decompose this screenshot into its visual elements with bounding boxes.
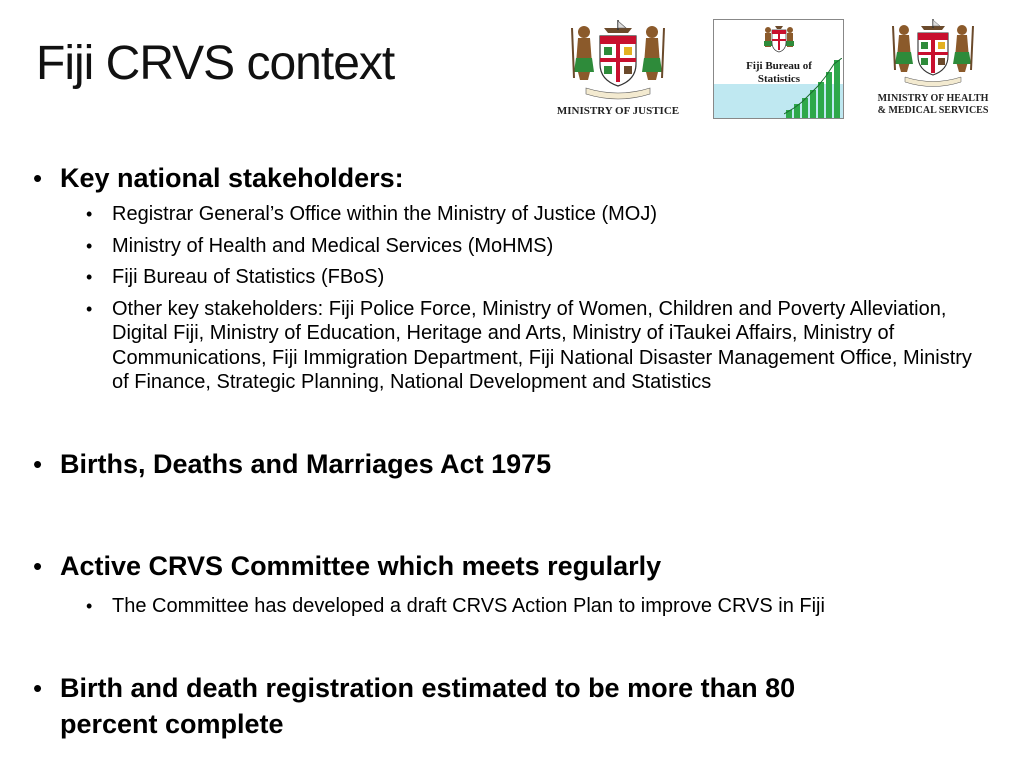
bullet-heading-line1: Birth and death registration estimated to be more than 80 (60, 673, 796, 703)
bullet-heading-line2: percent complete (60, 709, 284, 739)
bullet-dot: • (33, 551, 43, 581)
slide-title: Fiji CRVS context (36, 37, 395, 90)
list-item (86, 202, 972, 227)
bullet-dot: • (86, 596, 93, 616)
list-item (86, 594, 972, 619)
list-item-text: Ministry of Health and Medical Services (MoHMS) (112, 234, 554, 257)
fbos-caption-line2: Statistics (757, 73, 801, 86)
committee-list (86, 594, 972, 626)
list-item-text: Fiji Bureau of Statistics (FBoS) (112, 266, 385, 288)
bullet-dot: • (33, 163, 43, 193)
bullet-dot: • (33, 449, 43, 479)
stakeholder-list (86, 202, 972, 402)
list-item (86, 234, 972, 259)
bullet-crvs-committee (33, 548, 662, 584)
list-item-text: The Committee has developed a draft CRVS Action Plan to improve CRVS in Fiji (112, 595, 825, 617)
health-caption-line2: & MEDICAL SERVICES (877, 104, 989, 116)
list-item (86, 297, 972, 395)
bullet-dot: • (86, 298, 93, 319)
list-item-text: Other key stakeholders: Fiji Police Force, Ministry of Women, Children and Poverty Alleviation, Digital Fiji, Ministry of Education, Heritage and Arts, Ministry of iTaukei Affairs, Ministry of Communications, Fiji Immigration Department, Fiji National Disaster Management Office, Ministry of Finance, Strategic Planning, National Development and Statistics (112, 297, 972, 393)
health-caption-line1: MINISTRY OF HEALTH (877, 93, 989, 104)
bullet-registration-completeness (33, 670, 796, 742)
bullet-dot: • (86, 235, 93, 256)
fbos-caption-line1: Fiji Bureau of (746, 60, 812, 72)
ministry-of-justice-caption: MINISTRY OF JUSTICE (556, 105, 680, 117)
bullet-heading: Active CRVS Committee which meets regularly (60, 551, 662, 581)
list-item (86, 265, 972, 290)
bullet-dot: • (86, 204, 93, 224)
bullet-dot: • (86, 267, 93, 287)
list-item-text: Registrar General’s Office within the Ministry of Justice (MOJ) (112, 203, 657, 225)
bullet-heading: Key national stakeholders: (60, 163, 404, 193)
bullet-dot: • (33, 673, 43, 703)
bullet-key-stakeholders (33, 160, 404, 196)
bullet-bdm-act (33, 446, 552, 482)
bullet-heading: Births, Deaths and Marriages Act 1975 (60, 449, 552, 479)
